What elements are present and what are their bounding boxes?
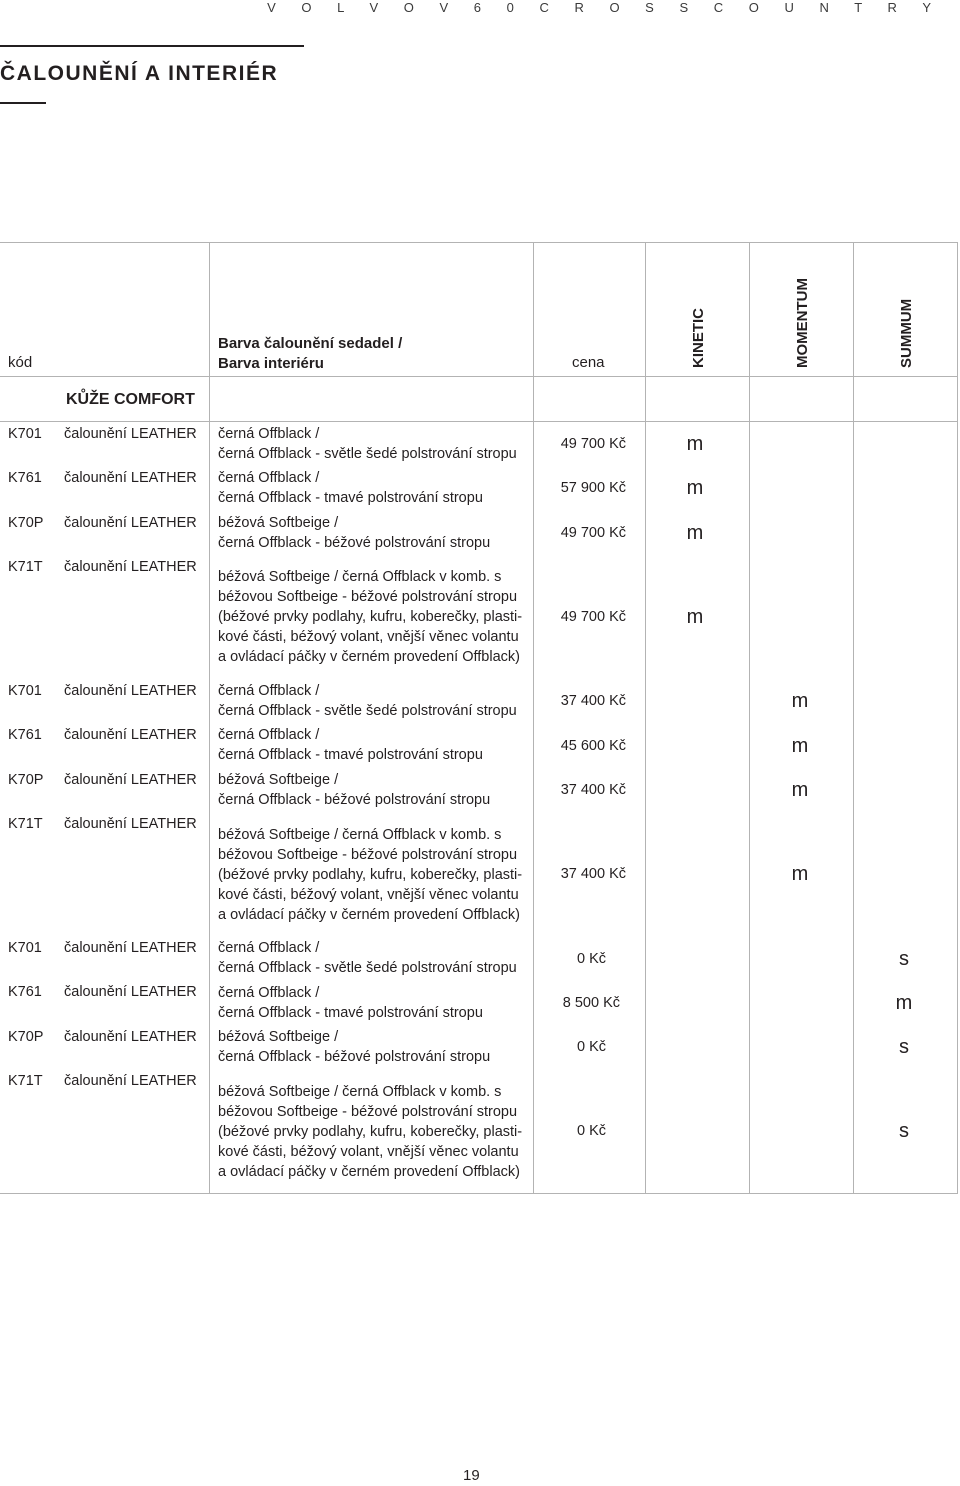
- row-code: K701: [8, 683, 42, 699]
- row-color-line: a ovládací páčky v černém provedení Offblack): [218, 1164, 520, 1180]
- row-upholstery: čalounění LEATHER: [64, 984, 197, 1000]
- option-mark-momentum: m: [791, 779, 809, 801]
- row-price: 8 500 Kč: [562, 995, 620, 1011]
- row-upholstery: čalounění LEATHER: [64, 515, 197, 531]
- row-color-line: černá Offblack /: [218, 985, 320, 1001]
- row-price: 0 Kč: [576, 1123, 606, 1139]
- option-mark-summum: m: [895, 992, 913, 1014]
- group-title: KŮŽE COMFORT: [66, 391, 195, 408]
- row-code: K701: [8, 940, 42, 956]
- row-color-line: béžová Softbeige /: [218, 515, 339, 531]
- row-price: 37 400 Kč: [560, 782, 626, 798]
- row-color-line: černá Offblack - béžové polstrování stropu: [218, 535, 491, 551]
- column-header-color-line2: Barva interiéru: [218, 355, 324, 372]
- row-color-line: černá Offblack - béžové polstrování stropu: [218, 1049, 491, 1065]
- option-mark-momentum: m: [791, 690, 809, 712]
- option-mark-summum: s: [899, 1120, 909, 1142]
- column-header-kinetic: KINETIC: [690, 308, 707, 368]
- row-code: K701: [8, 426, 42, 442]
- row-color-line: černá Offblack /: [218, 727, 320, 743]
- option-mark-momentum: m: [791, 863, 809, 885]
- option-mark-kinetic: m: [686, 522, 704, 544]
- row-color-line: černá Offblack - tmavé polstrování stropu: [218, 1005, 483, 1021]
- row-color-line: černá Offblack - tmavé polstrování stropu: [218, 490, 483, 506]
- row-price: 0 Kč: [576, 951, 606, 967]
- row-color-line: (béžové prvky podlahy, kufru, koberečky, plasti-: [218, 609, 523, 625]
- row-color-line: černá Offblack - světle šedé polstrování stropu: [218, 703, 517, 719]
- column-header-summum: SUMMUM: [898, 298, 915, 368]
- row-price: 49 700 Kč: [560, 436, 626, 452]
- page-number: 19: [463, 1467, 480, 1484]
- row-color-line: černá Offblack - světle šedé polstrování stropu: [218, 960, 517, 976]
- row-color-line: a ovládací páčky v černém provedení Offblack): [218, 649, 520, 665]
- row-color-line: béžová Softbeige /: [218, 1029, 339, 1045]
- column-header-price: cena: [572, 354, 605, 371]
- row-code: K70P: [8, 1029, 44, 1045]
- row-upholstery: čalounění LEATHER: [64, 683, 197, 699]
- row-color-line: béžová Softbeige /: [218, 772, 339, 788]
- row-code: K70P: [8, 515, 44, 531]
- row-code: K70P: [8, 772, 44, 788]
- row-color-line: béžovou Softbeige - béžové polstrování stropu: [218, 589, 518, 605]
- row-color-line: černá Offblack - tmavé polstrování stropu: [218, 747, 483, 763]
- option-mark-kinetic: m: [686, 433, 704, 455]
- column-header-color-line1: Barva čalounění sedadel /: [218, 335, 403, 352]
- row-color-line: kové části, béžový volant, vnější věnec volantu: [218, 1144, 519, 1160]
- row-price: 49 700 Kč: [560, 609, 626, 625]
- option-mark-kinetic: m: [686, 477, 704, 499]
- row-upholstery: čalounění LEATHER: [64, 816, 197, 832]
- row-color-line: černá Offblack /: [218, 426, 320, 442]
- row-code: K761: [8, 470, 42, 486]
- row-color-line: béžová Softbeige / černá Offblack v komb. s: [218, 569, 502, 585]
- brand-header: V O L V O V 6 0 C R O S S C O U N T R Y: [267, 0, 942, 15]
- row-color-line: černá Offblack /: [218, 940, 320, 956]
- column-header-code: kód: [8, 354, 33, 371]
- row-color-line: béžová Softbeige / černá Offblack v komb. s: [218, 827, 502, 843]
- row-color-line: béžovou Softbeige - béžové polstrování stropu: [218, 1104, 518, 1120]
- row-color-line: (béžové prvky podlahy, kufru, koberečky, plasti-: [218, 867, 523, 883]
- row-color-line: černá Offblack - béžové polstrování stropu: [218, 792, 491, 808]
- option-mark-momentum: m: [791, 735, 809, 757]
- row-color-line: béžovou Softbeige - béžové polstrování stropu: [218, 847, 518, 863]
- row-price: 49 700 Kč: [560, 525, 626, 541]
- row-color-line: černá Offblack /: [218, 470, 320, 486]
- row-price: 37 400 Kč: [560, 693, 626, 709]
- row-color-line: černá Offblack /: [218, 683, 320, 699]
- row-color-line: a ovládací páčky v černém provedení Offblack): [218, 907, 520, 923]
- row-color-line: kové části, béžový volant, vnější věnec volantu: [218, 887, 519, 903]
- row-price: 37 400 Kč: [560, 866, 626, 882]
- title-underline: [0, 102, 46, 104]
- column-header-momentum: MOMENTUM: [794, 278, 811, 368]
- page-title: ČALOUNĚNÍ A INTERIÉR: [0, 62, 279, 85]
- row-price: 45 600 Kč: [560, 738, 626, 754]
- option-mark-kinetic: m: [686, 606, 704, 628]
- row-upholstery: čalounění LEATHER: [64, 940, 197, 956]
- row-upholstery: čalounění LEATHER: [64, 426, 197, 442]
- row-color-line: béžová Softbeige / černá Offblack v komb. s: [218, 1084, 502, 1100]
- row-color-line: (béžové prvky podlahy, kufru, koberečky, plasti-: [218, 1124, 523, 1140]
- option-mark-summum: s: [899, 948, 909, 970]
- row-upholstery: čalounění LEATHER: [64, 470, 197, 486]
- row-upholstery: čalounění LEATHER: [64, 1029, 197, 1045]
- option-mark-summum: s: [899, 1036, 909, 1058]
- row-upholstery: čalounění LEATHER: [64, 772, 197, 788]
- row-code: K761: [8, 984, 42, 1000]
- row-code: K71T: [8, 816, 43, 832]
- row-code: K71T: [8, 1073, 43, 1089]
- row-price: 0 Kč: [576, 1039, 606, 1055]
- row-price: 57 900 Kč: [560, 480, 626, 496]
- row-code: K71T: [8, 559, 43, 575]
- row-color-line: kové části, béžový volant, vnější věnec volantu: [218, 629, 519, 645]
- top-rule: [0, 45, 304, 47]
- row-upholstery: čalounění LEATHER: [64, 727, 197, 743]
- row-code: K761: [8, 727, 42, 743]
- row-upholstery: čalounění LEATHER: [64, 559, 197, 575]
- row-upholstery: čalounění LEATHER: [64, 1073, 197, 1089]
- row-color-line: černá Offblack - světle šedé polstrování stropu: [218, 446, 517, 462]
